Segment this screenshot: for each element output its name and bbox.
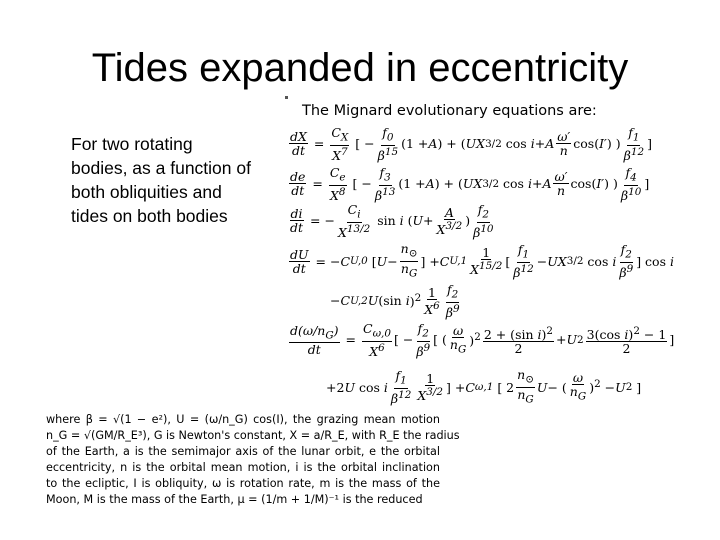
paragraph-line: where β = √(1 − e²), U = (ω/n_G) cos(I), the grazing mean motion: [46, 413, 440, 426]
definitions-paragraph: [46, 412, 460, 508]
bullet-line: bodies, as a function of: [71, 158, 251, 178]
equation-domega-dt-continued: +2 U cos i $\frac{f_1}{\beta^{12}}$ $\frac{1}{X^{3/2}}$ ] + C ω,1 [ 2 $\frac{n_⊙}{n_G}$ U − ( $\frac{\omega}{n_G}$ )$^2$ − U 2 ]: [326, 367, 642, 406]
paragraph-line: eccentricity, n is the orbital mean motion, i is the orbital inclination: [46, 461, 440, 474]
equation-de-dt: $\frac{de}{dt}$ = $\frac{C_e}{X^8}$ [ − $\frac{f_3}{\beta^{13}}$ (1 + A ) + ( UX 3/2 cos i + A $\frac{\omega'}{n}$ cos( I′ ) ) $\frac{f_4}{\beta^{10}}$ ]: [290, 165, 650, 203]
slide-title: Tides expanded in eccentricity: [91, 46, 629, 90]
bullet-line: both obliquities and: [71, 182, 222, 202]
equation-domega-dt: $\frac{d(\omega/n_G)}{dt}$ = $\frac{C_{\omega,0}}{X^6}$ [ − $\frac{f_2}{\beta^9}$ [ ( $\frac{\omega}{n_G}$ )$^2$ $\frac{2 + (\sin i)^2}{2}$ + U 2 $\frac{3(\cos i)^2 - 1}{2}$ ]: [290, 321, 675, 359]
bullet-line: tides on both bodies: [71, 206, 228, 226]
slide-bullet-text: [71, 132, 276, 228]
bullet-line: For two rotating: [71, 134, 193, 154]
paragraph-line: n_G = √(GM/R_E³), G is Newton's constant, X = a/R_E, with R_E the radius: [46, 429, 460, 442]
equation-dX-dt: $\frac{dX}{dt}$ = $\frac{C_X}{X^7}$ [ − $\frac{f_0}{\beta^{15}}$ (1 + A ) + ( UX 3/2 cos i + A $\frac{\omega'}{n}$ cos( I′ ) ) $\frac{f_1}{\beta^{12}}$ ]: [290, 125, 652, 163]
paragraph-line: of the Earth, a is the semimajor axis of the lunar orbit, e the orbital: [46, 445, 440, 458]
equation-dU-dt-continued: − C U,2 U (sin i )$^2$ $\frac{1}{X^6}$ $\frac{f_2}{\beta^9}$: [330, 282, 460, 320]
scan-speck: [285, 96, 288, 99]
equation-di-dt: $\frac{di}{dt}$ = − $\frac{C_i}{X^{13/2}}$ sin i ( U + $\frac{A}{X^{3/2}}$ ) $\frac{f_2}{\beta^{10}}$: [290, 202, 494, 240]
scan-heading: The Mignard evolutionary equations are:: [302, 103, 597, 119]
paragraph-line: to the ecliptic, I is obliquity, ω is rotation rate, m is the mass of the: [46, 477, 440, 490]
paragraph-line: Moon, M is the mass of the Earth, μ = (1/m + 1/M)⁻¹ is the reduced: [46, 493, 423, 506]
equation-dU-dt: $\frac{dU}{dt}$ = − C U,0 [ U − $\frac{n_⊙}{n_G}$ ] + C U,1 $\frac{1}{X^{15/2}}$ [ $\frac{f_1}{\beta^{12}}$ − UX 3/2 cos i $\frac{f_2}{\beta^9}$ ] cos i: [290, 241, 674, 280]
